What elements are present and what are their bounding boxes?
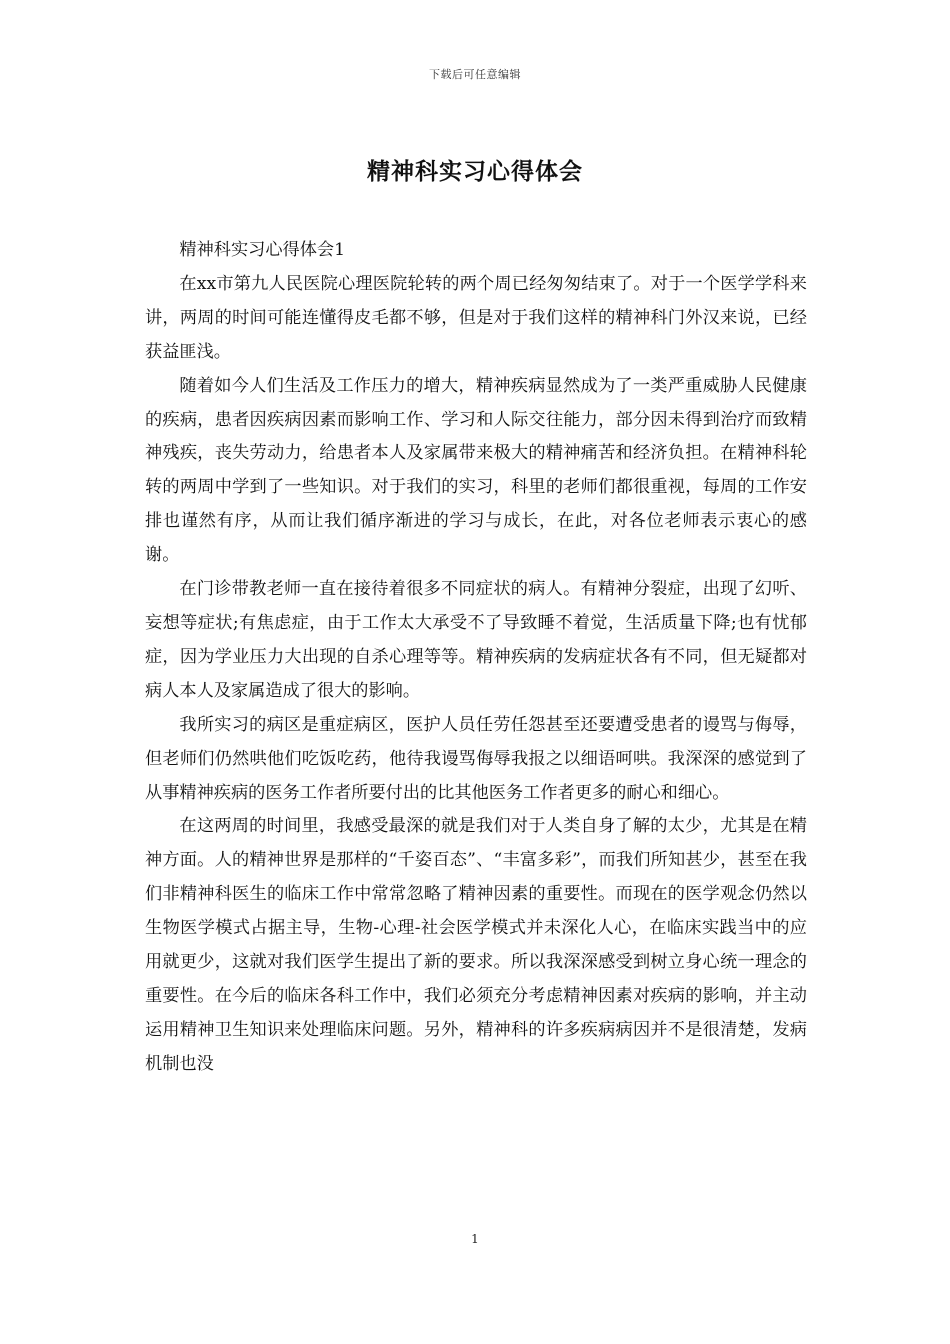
section-subtitle: 精神科实习心得体会1 [179,240,346,260]
paragraph-1: 在xx市第九人民医院心理医院轮转的两个周已经匆匆结束了。对于一个医学学科来讲，两周的时间可能连懂得皮毛都不够，但是对于我们这样的精神科门外汉来说，已经获益匪浅。 [145,273,807,362]
paragraph-5: 在这两周的时间里，我感受最深的就是我们对于人类自身了解的太少，尤其是在精神方面。人的精神世界是那样的“千姿百态”、“丰富多彩”，而我们所知甚少，甚至在我们非精神科医生的临床工作中常常忽略了精神因素的重要性。而现在的医学观念仍然以生物医学模式占据主导，生物-心理-社会医学模式并未深化人心，在临床实践当中的应用就更少，这就对我们医学生提出了新的要求。所以我深深感受到树立身心统一理念的重要性。在今后的临床各科工作中，我们必须充分考虑精神因素对疾病的影响，并主动运用精神卫生知识来处理临床问题。另外，精神科的许多疾病病因并不是很清楚，发病机制也没 [145,816,807,1074]
paragraph-3: 在门诊带教老师一直在接待着很多不同症状的病人。有精神分裂症，出现了幻听、妄想等症状;有焦虑症，由于工作太大承受不了导致睡不着觉，生活质量下降;也有忧郁症，因为学业压力大出现的自杀心理等等。精神疾病的发病症状各有不同，但无疑都对病人本人及家属造成了很大的影响。 [145,579,807,701]
document-body [145,234,807,1082]
document-title: 精神科实习心得体会 [367,158,583,185]
paragraph-2: 随着如今人们生活及工作压力的增大，精神疾病显然成为了一类严重威胁人民健康的疾病，患者因疾病因素而影响工作、学习和人际交往能力，部分因未得到治疗而致精神残疾，丧失劳动力，给患者本人及家属带来极大的精神痛苦和经济负担。在精神科轮转的两周中学到了一些知识。对于我们的实习，科里的老师们都很重视，每周的工作安排也谨然有序，从而让我们循序渐进的学习与成长，在此，对各位老师表示衷心的感谢。 [145,375,807,566]
paragraph-4: 我所实习的病区是重症病区，医护人员任劳任怨甚至还要遭受患者的谩骂与侮辱，但老师们仍然哄他们吃饭吃药，他待我谩骂侮辱我报之以细语呵哄。我深深的感觉到了从事精神疾病的医务工作者所要付出的比其他医务工作者更多的耐心和细心。 [145,714,807,803]
page-header-note: 下载后可任意编辑 [429,68,521,81]
page-number: 1 [471,1232,479,1246]
